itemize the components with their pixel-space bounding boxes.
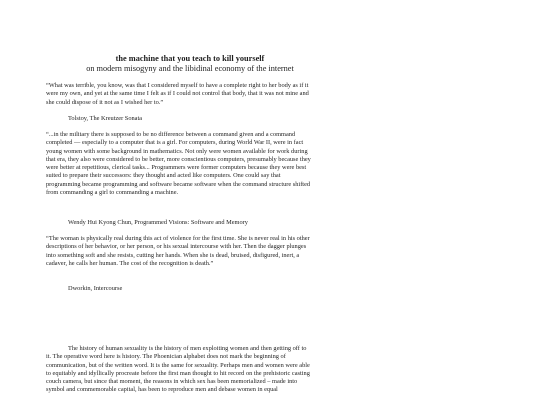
epigraph-quote-chun: “...in the military there is supposed to be no difference between a command given and a command completed — especially to a computer that is a girl. For computers, during World War II, were in fact young women with some background in mathematics. Not only were women available for work during that era, they also were considered to be better, more conscientious computers, presumably because they were better at repetitious, clerical tasks... Programmers were former computers because they were best suited to prepare their successors: they thought and acted like computers. One could say that programming became programming and software became software when the command structure shifted from commanding a girl to commanding a machine. <box>46 131 311 196</box>
epigraph-attribution-tolstoy: Tolstoy, The Kreutzer Sonata <box>68 115 143 122</box>
epigraph-quote-tolstoy: “What was terrible, you know, was that I considered myself to have a complete right to her body as if it were my own, and yet at the same time I felt as if I could not control that body, that it was not mine and she could dispose of it not as I wished her to.” <box>46 82 309 106</box>
epigraph-attribution-dworkin: Dworkin, Intercourse <box>68 285 123 292</box>
title-block <box>40 54 340 74</box>
epigraph-quote-dworkin: “The woman is physically real during this act of violence for the first time. She is never real in his other descriptions of her behavior, or her person, or his sexual intercourse with her. Then the dagger plunges into something soft and she resists, cutting her hands. When she is dead, bruised, disfigured, inert, a cadaver, he calls her human. The cost of the recognition is death.” <box>46 235 310 267</box>
document-title: the machine that you teach to kill yourself <box>115 54 265 63</box>
document-subtitle: on modern misogyny and the libidinal economy of the internet <box>86 64 294 73</box>
epigraph-attribution-chun: Wendy Hui Kyong Chun, Programmed Visions: Software and Memory <box>68 219 248 226</box>
body-paragraph: The history of human sexuality is the history of men exploiting women and then getting off to it. The operative word here is history. The Phoenician alphabet does not mark the beginning of communication, but of the written word. It is the same for sexuality. Perhaps men and women were able to equitably and idyllically procreate before the first man thought to hit record on the prehistoric casting couch camera, but since that moment, the reasons in which sex has been memorialized – made into symbol and commemorable capital, has been to reproduce men and debase women in equal <box>46 345 310 394</box>
